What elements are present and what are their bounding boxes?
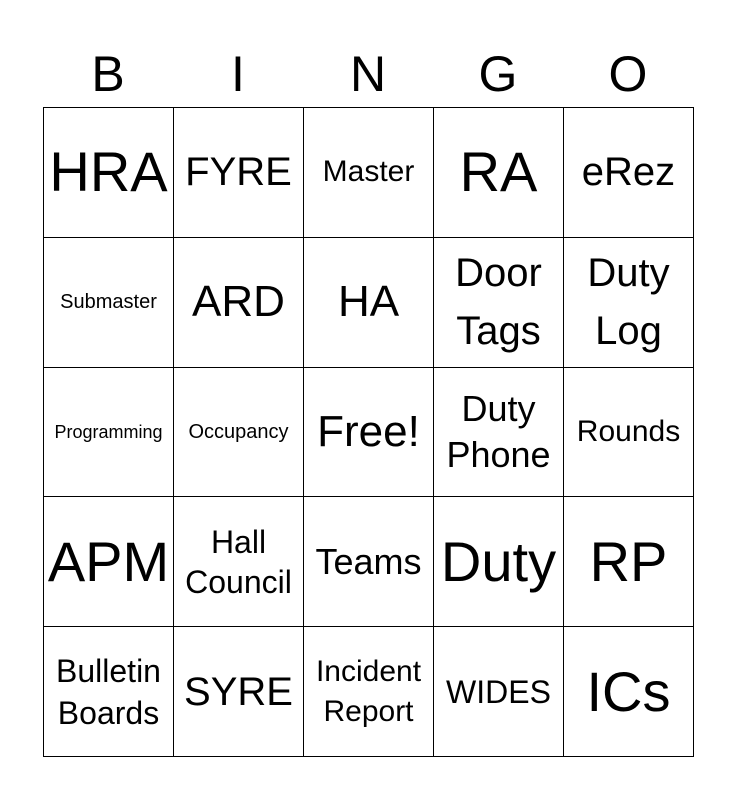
bingo-cell[interactable] xyxy=(174,238,304,368)
cell-text: Rounds xyxy=(576,414,681,448)
cell-text: Duty xyxy=(440,529,557,593)
cell-text: Door Tags xyxy=(455,251,542,354)
cell-text: Teams xyxy=(315,540,422,582)
bingo-cell[interactable] xyxy=(174,497,304,627)
cell-text: ARD xyxy=(192,277,285,327)
cell-text: FYRE xyxy=(185,150,292,195)
cell-text: APM xyxy=(47,529,170,593)
bingo-cell[interactable] xyxy=(44,238,174,368)
header-letter-g: G xyxy=(478,46,518,102)
header-letter-n: N xyxy=(349,46,387,102)
cell-text: Free! xyxy=(317,406,420,456)
header-letter-i: I xyxy=(231,46,245,102)
header-letter-o: O xyxy=(608,46,648,102)
bingo-cell[interactable] xyxy=(44,627,174,757)
bingo-cell[interactable] xyxy=(564,497,694,627)
cell-text: RA xyxy=(459,140,538,204)
bingo-board xyxy=(43,107,694,757)
bingo-cell[interactable] xyxy=(304,497,434,627)
bingo-cell[interactable] xyxy=(434,238,564,368)
cell-text: HRA xyxy=(49,140,168,204)
cell-text: Duty Log xyxy=(587,251,670,354)
bingo-cell[interactable] xyxy=(434,108,564,238)
bingo-cell[interactable] xyxy=(564,368,694,498)
cell-text: Submaster xyxy=(60,291,157,314)
bingo-cell[interactable] xyxy=(44,108,174,238)
header-letter-b: B xyxy=(91,46,125,102)
bingo-cell[interactable] xyxy=(174,627,304,757)
cell-text: SYRE xyxy=(184,669,293,714)
bingo-cell[interactable] xyxy=(434,627,564,757)
cell-text: Programming xyxy=(54,421,163,442)
free-space[interactable] xyxy=(304,368,434,498)
bingo-header xyxy=(43,40,693,108)
cell-text: Occupancy xyxy=(188,420,289,443)
cell-text: Duty Phone xyxy=(446,387,551,475)
cell-text: HA xyxy=(337,277,400,327)
cell-text: WIDES xyxy=(446,673,551,710)
cell-text: Bulletin Boards xyxy=(56,652,161,731)
cell-text: eRez xyxy=(581,150,676,195)
bingo-cell[interactable] xyxy=(564,108,694,238)
cell-text: Master xyxy=(322,155,415,189)
cell-text: ICs xyxy=(586,659,671,723)
bingo-cell[interactable] xyxy=(304,108,434,238)
bingo-cell[interactable] xyxy=(44,368,174,498)
bingo-cell[interactable] xyxy=(564,238,694,368)
bingo-cell[interactable] xyxy=(434,497,564,627)
bingo-cell[interactable] xyxy=(434,368,564,498)
bingo-cell[interactable] xyxy=(304,627,434,757)
bingo-cell[interactable] xyxy=(564,627,694,757)
cell-text: RP xyxy=(589,529,668,593)
bingo-cell[interactable] xyxy=(174,368,304,498)
cell-text: Incident Report xyxy=(315,654,422,728)
bingo-cell[interactable] xyxy=(174,108,304,238)
cell-text: Hall Council xyxy=(185,523,292,600)
bingo-cell[interactable] xyxy=(304,238,434,368)
bingo-cell[interactable] xyxy=(44,497,174,627)
